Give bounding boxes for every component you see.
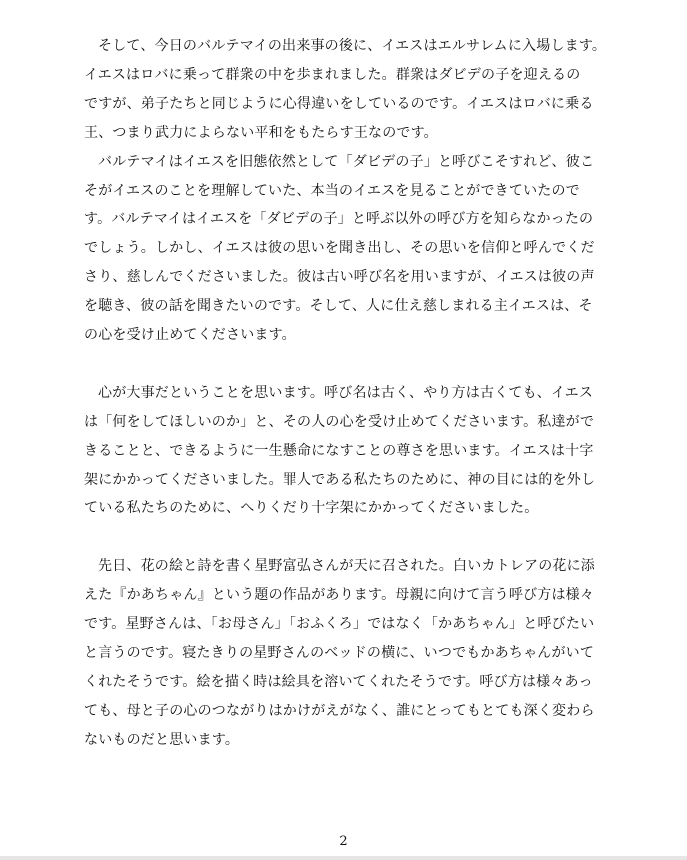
text-line: 心が大事だということを思います。呼び名は古く、やり方は古くても、イエス — [98, 384, 594, 401]
text-line: と言うのです。寝たきりの星野さんのベッドの横に、いつでもかあちゃんがいて — [84, 645, 595, 661]
text-line: す。バルテマイはイエスを「ダビデの子」と呼ぶ以外の呼び方を知らなかったの — [84, 211, 594, 228]
text-line: ないものだと思います。 — [84, 731, 240, 748]
text-line: ている私たちのために、へりくだり十字架にかかってくださいました。 — [84, 500, 539, 517]
page-number: 2 — [339, 834, 348, 849]
page-bottom-edge — [0, 856, 687, 860]
text-line: くれたそうです。絵を描く時は絵具を溶いてくれたそうです。呼び方は様々あっ — [84, 673, 593, 690]
text-line: そがイエスのことを理解していた、本当のイエスを見ることができていたので — [84, 182, 580, 199]
paragraph-4 — [84, 552, 624, 754]
text-line: ても、母と子の心のつながりはかけがえがなく、誰にとってもとても深く変わら — [84, 702, 595, 719]
text-line: 架にかかってくださいました。罪人である私たちのために、神の目には的を外し — [84, 471, 596, 488]
text-line: ですが、弟子たちと同じように心得違いをしているのです。イエスはロバに乗る — [84, 95, 594, 112]
text-line: の心を受け止めてくださいます。 — [84, 327, 296, 344]
text-line: えた『かあちゃん』という題の作品があります。母親に向けて言う呼び方は様々 — [84, 587, 595, 604]
paragraph-2 — [84, 148, 624, 350]
text-line: です。星野さんは、「お母さん」「おふくろ」ではなく「かあちゃん」と呼びたい — [84, 616, 595, 633]
text-line: そして、今日のバルテマイの出来事の後に、イエスはエルサレムに入場します。 — [98, 38, 607, 54]
text-line: は「何をしてほしいのか」と、その人の心を受け止めてくださいます。私達がで — [84, 413, 595, 430]
text-line: バルテマイはイエスを旧態依然として「ダビデの子」と呼びこそすれど、彼こ — [98, 153, 595, 170]
paragraph-spacer — [84, 350, 624, 379]
paragraph-3 — [84, 379, 624, 524]
paragraph-1 — [84, 32, 624, 148]
text-line: 王、つまり武力によらない平和をもたらす王なのです。 — [84, 124, 438, 141]
paragraph-spacer — [84, 523, 624, 552]
text-line: イエスはロバに乗って群衆の中を歩まれました。群衆はダビデの子を迎えるの — [84, 66, 581, 83]
text-line: でしょう。しかし、イエスは彼の思いを聞き出し、その思いを信仰と呼んでくだ — [84, 240, 595, 257]
text-line: きることと、できるように一生懸命になすことの尊さを思います。イエスは十字 — [84, 442, 594, 459]
body-text — [84, 32, 624, 755]
text-line: を聴き、彼の話を聞きたいのです。そして、人に仕え慈しまれる主イエスは、そ — [84, 298, 593, 315]
text-line: 先日、花の絵と詩を書く星野富弘さんが天に召された。白いカトレアの花に添 — [98, 558, 595, 575]
text-line: さり、慈しんでくださいました。彼は古い呼び名を用いますが、イエスは彼の声 — [84, 269, 595, 286]
